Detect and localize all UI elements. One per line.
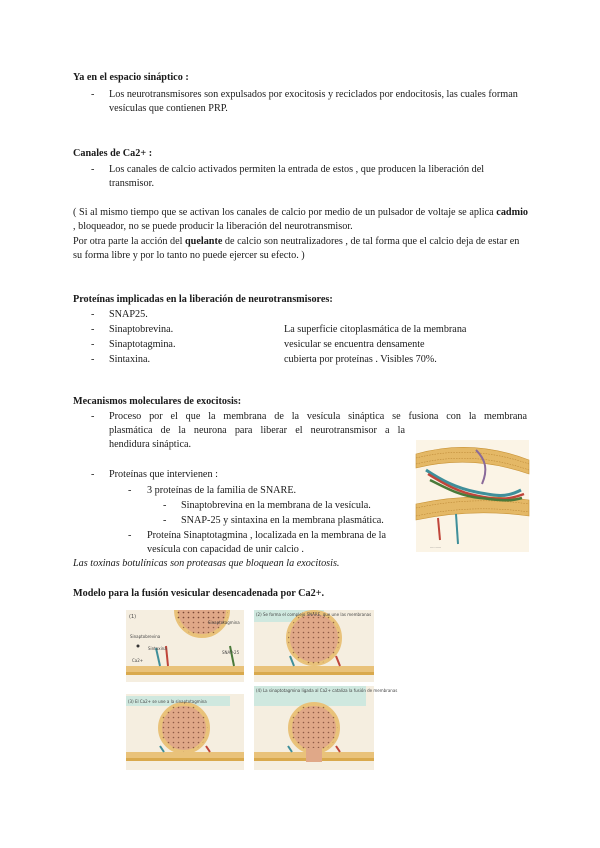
bullet-dash: - bbox=[91, 164, 95, 175]
panel-2-caption: (2) Se forma el complejo SNARE, que une las membranas bbox=[256, 612, 372, 617]
exocytosis-line-3: hendidura sináptica. bbox=[109, 439, 192, 450]
label-ca: Ca2+ bbox=[132, 658, 144, 663]
bullet-dash: - bbox=[163, 500, 167, 511]
botulinum-note: Las toxinas botulínicas son proteasas que bloquean la exocitosis. bbox=[73, 558, 340, 569]
protein-item: SNAP25. bbox=[109, 309, 148, 320]
label-sinaptobrevina: Sinaptobrevina bbox=[130, 634, 161, 639]
synaptotagmin-line-2: vesícula con capacidad de unir calcio . bbox=[147, 544, 304, 555]
fusion-panel-4 bbox=[254, 686, 397, 770]
bullet-dash: - bbox=[91, 339, 95, 350]
section1-bullet: Los neurotransmisores son expulsados por exocitosis y reciclados por endocitosis, las cuales forman vesículas que contienen PRP. bbox=[109, 89, 518, 114]
snare-sub-item: Sinaptobrevina en la membrana de la vesícula. bbox=[181, 500, 371, 511]
fusion-panel-2 bbox=[254, 610, 374, 682]
panel-number: (1) bbox=[129, 614, 137, 620]
label-sinaptotagmina: Sinaptotagmina bbox=[208, 620, 240, 625]
calcium-paragraph-1: ( Si al mismo tiempo que se activan los canales de calcio por medio de un pulsador de voltaje se aplica cadmio , bloqueador, no se puede producir la liberación del neurotransmisor. bbox=[73, 207, 528, 232]
fusion-model-illustration bbox=[126, 610, 398, 770]
snare-sub-item: SNAP-25 y sintaxina en la membrana plasmática. bbox=[181, 515, 384, 526]
section2-heading: Canales de Ca2+ : bbox=[73, 148, 153, 159]
bullet-dash: - bbox=[91, 89, 95, 100]
section4-heading: Mecanismos moleculares de exocitosis: bbox=[73, 396, 242, 407]
protein-item: Sinaptobrevina. bbox=[109, 324, 174, 335]
side-note-line: vesicular se encuentra densamente bbox=[284, 339, 425, 350]
side-note-line: cubierta por proteínas . Visibles 70%. bbox=[284, 354, 437, 365]
section3-heading: Proteínas implicadas en la liberación de neurotransmisores: bbox=[73, 294, 333, 305]
fusion-model-figure bbox=[126, 610, 398, 770]
label-snap25: SNAP-25 bbox=[222, 650, 240, 655]
bullet-dash: - bbox=[91, 324, 95, 335]
bullet-dash: - bbox=[128, 530, 132, 541]
snare-complex-figure bbox=[416, 440, 529, 552]
svg-text:..........: .......... bbox=[430, 545, 442, 549]
bullet-dash: - bbox=[128, 485, 132, 496]
exocytosis-line-1: Proceso por el que la membrana de la vesícula sináptica se fusiona con la membrana bbox=[109, 411, 527, 422]
panel-3-caption: (3) El Ca2+ se une a la sinaptotagmina bbox=[128, 699, 207, 704]
exocytosis-line-2: plasmática de la neurona para liberar el neurotransmisor a la bbox=[109, 425, 405, 436]
bullet-dash: - bbox=[91, 411, 95, 422]
fusion-panel-1 bbox=[126, 610, 244, 682]
synaptotagmin-line-1: Proteína Sinaptotagmina , localizada en la membrana de la bbox=[147, 530, 387, 541]
label-sintaxina: Sintaxina bbox=[148, 646, 167, 651]
bullet-dash: - bbox=[91, 469, 95, 480]
section2-bullet: Los canales de calcio activados permiten la entrada de estos , que producen la liberación del transmisor. bbox=[109, 164, 485, 189]
section1-heading: Ya en el espacio sináptico : bbox=[73, 72, 189, 83]
fusion-panel-3 bbox=[126, 694, 244, 770]
protein-item: Sinaptotagmina. bbox=[109, 339, 176, 350]
snare-item: 3 proteínas de la familia de SNARE. bbox=[147, 485, 297, 496]
bullet-dash: - bbox=[91, 354, 95, 365]
panel-4-caption: (4) La sinaptotagmina ligada al Ca2+ cataliza la fusión de membranas bbox=[256, 688, 398, 693]
protein-item: Sintaxina. bbox=[109, 354, 151, 365]
bullet-dash: - bbox=[163, 515, 167, 526]
calcium-paragraph-2: Por otra parte la acción del quelante de calcio son neutralizadores , de tal forma que el calcio deja de estar en su forma libre y por lo tanto no puede ejercer su efecto. ) bbox=[73, 236, 520, 261]
snare-complex-illustration bbox=[416, 440, 529, 552]
bullet-dash: - bbox=[91, 309, 95, 320]
proteins-intervene: Proteínas que intervienen : bbox=[109, 469, 218, 480]
side-note-line: La superficie citoplasmática de la membrana bbox=[284, 324, 467, 335]
section5-heading: Modelo para la fusión vesicular desencadenada por Ca2+. bbox=[73, 588, 325, 599]
